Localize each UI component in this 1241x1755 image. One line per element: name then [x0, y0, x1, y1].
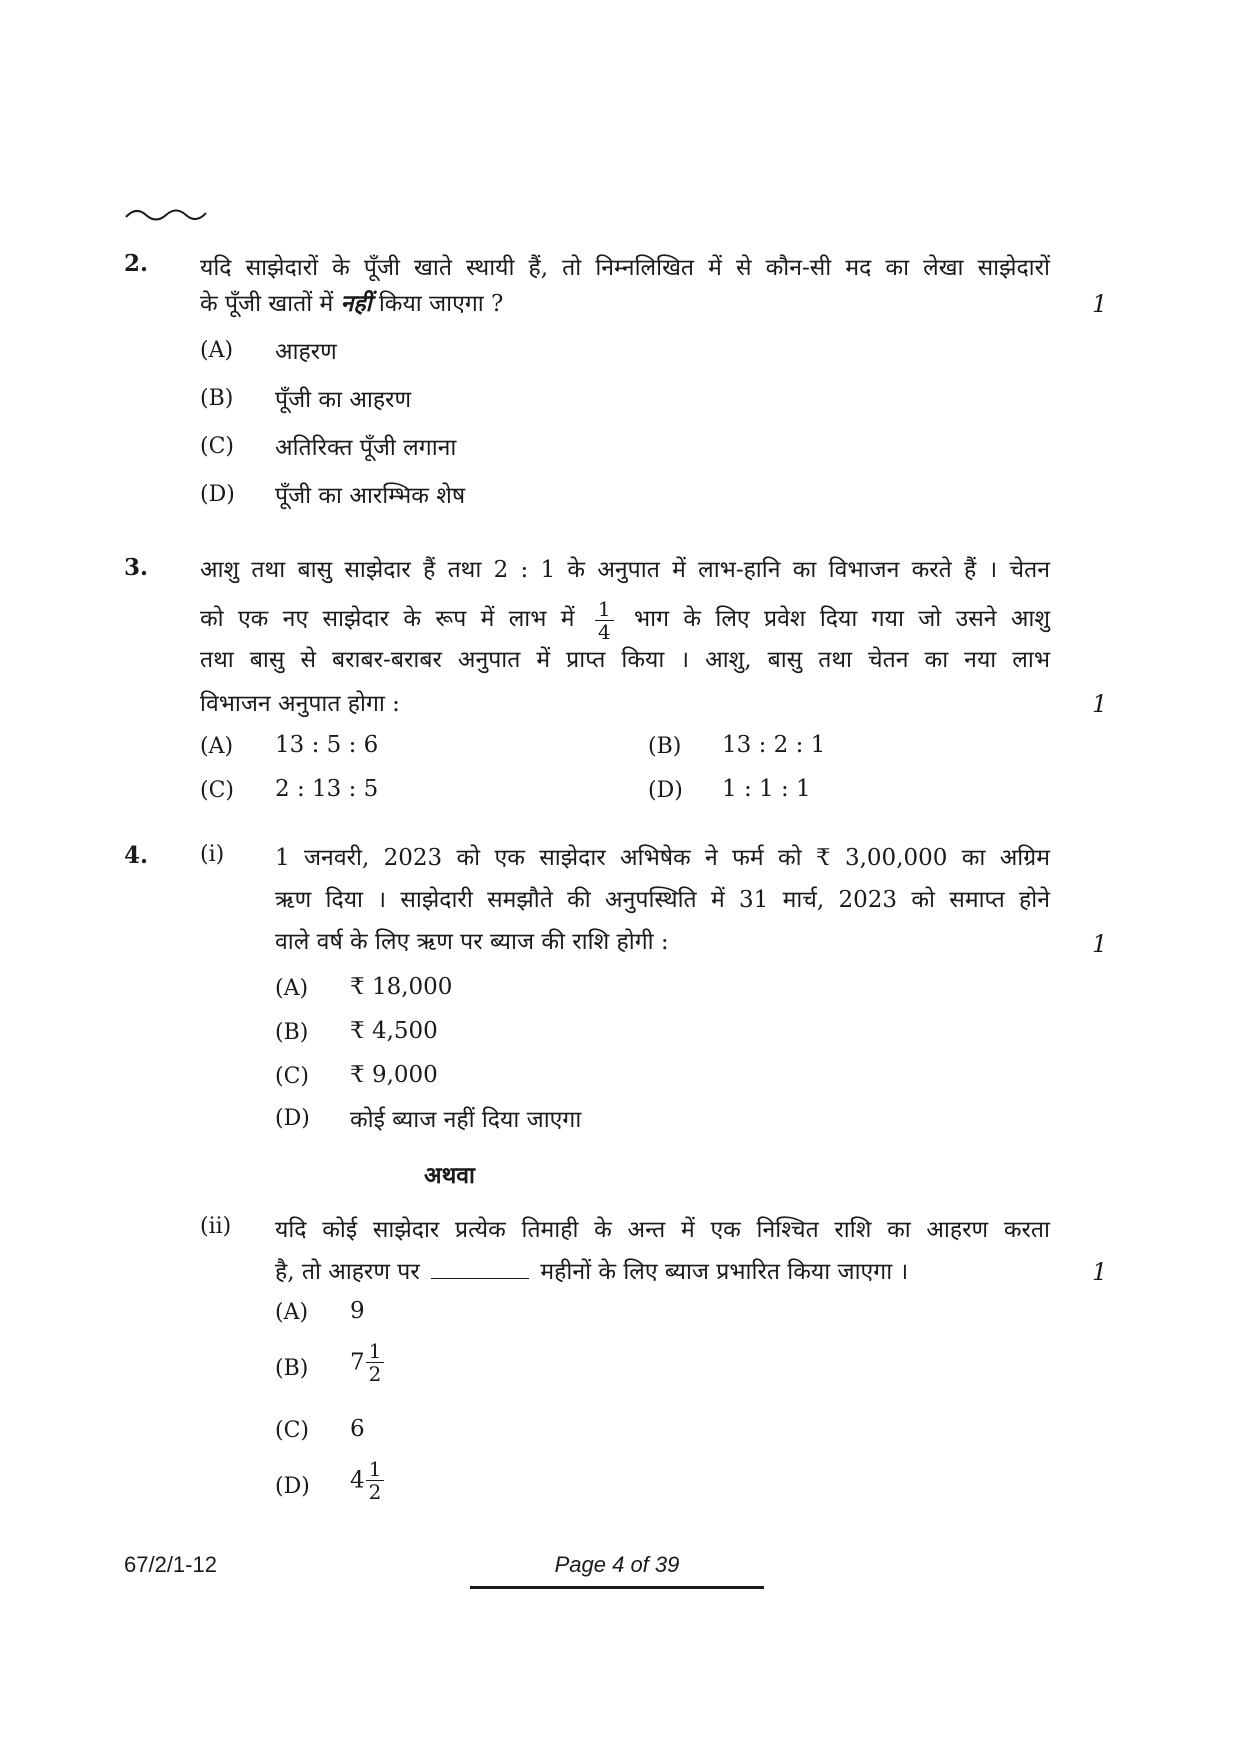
- q4-part2-line2-post: महीनों के लिए ब्याज प्रभारित किया जाएगा ।: [540, 1259, 909, 1285]
- q4-number: 4.: [124, 842, 149, 869]
- q2-number: 2.: [124, 250, 149, 277]
- q4-part1-line2: ऋण दिया । साझेदारी समझौते की अनुपस्थिति में 31 मार्च, 2023 को समाप्त होने: [275, 887, 1050, 913]
- or-separator: अथवा: [424, 1162, 476, 1189]
- q3-option-b-label: (B): [648, 734, 682, 759]
- q2-option-b-text: पूँजी का आहरण: [275, 387, 412, 413]
- q2-option-d-label: (D): [200, 482, 235, 507]
- q2-line2: [200, 282, 1050, 326]
- q3-option-a-label: (A): [200, 734, 234, 759]
- q3-option-c-text: 2 : 13 : 5: [275, 776, 379, 802]
- q4-part2-line1: यदि कोई साझेदार प्रत्येक तिमाही के अन्त में एक निश्चित राशि का आहरण करता: [275, 1217, 1050, 1243]
- q4-part1-option-d-text: कोई ब्याज नहीं दिया जाएगा: [350, 1107, 582, 1133]
- squiggle-mark: [124, 204, 210, 224]
- q3-option-a-text: 13 : 5 : 6: [275, 732, 379, 758]
- q2-option-c-label: (C): [200, 434, 234, 459]
- q4-part1-marks: 1: [1092, 930, 1108, 958]
- q4-part2-line2-pre: है, तो आहरण पर: [275, 1259, 420, 1285]
- q4-part1-option-b-label: (B): [275, 1020, 309, 1045]
- q4-part2-label: (ii): [200, 1214, 232, 1239]
- footer-rule: [470, 1586, 764, 1589]
- q3-line3: तथा बासु से बराबर-बराबर अनुपात में प्राप्त किया । आशु, बासु तथा चेतन का नया लाभ: [200, 647, 1050, 673]
- q2-option-b-label: (B): [200, 386, 234, 411]
- q2-option-d-text: पूँजी का आरम्भिक शेष: [275, 483, 466, 509]
- q3-line1: आशु तथा बासु साझेदार हैं तथा 2 : 1 के अनुपात में लाभ-हानि का विभाजन करते हैं । चेतन: [200, 557, 1050, 583]
- q4-part2-option-d-text: 4 $\frac{1}{2}$: [350, 1458, 390, 1503]
- q3-option-d-label: (D): [648, 778, 683, 803]
- q2-option-c-text: अतिरिक्त पूँजी लगाना: [275, 435, 457, 461]
- q3-line4: विभाजन अनुपात होगा :: [200, 691, 400, 717]
- q3-line2-post: भाग के लिए प्रवेश दिया गया जो उसने आशु: [633, 606, 1051, 632]
- q3-number: 3.: [124, 554, 149, 581]
- q4-part2-option-b-fraction: $\frac{1}{2}$: [366, 1340, 385, 1385]
- q3-marks: 1: [1092, 690, 1108, 718]
- q4-part2-option-a-label: (A): [275, 1300, 309, 1325]
- page-number: Page 4 of 39: [554, 1552, 680, 1577]
- q4-part2-marks: 1: [1092, 1258, 1108, 1286]
- q2-marks: 1: [1092, 290, 1108, 318]
- q4-part1-option-c-text: ₹ 9,000: [350, 1062, 438, 1088]
- q4-part2-line2: [275, 1250, 1050, 1294]
- q3-line2-pre: को एक नए साझेदार के रूप में लाभ में: [200, 606, 575, 632]
- fill-in-blank: [431, 1254, 529, 1279]
- q4-part1-line3: वाले वर्ष के लिए ऋण पर ब्याज की राशि होगी :: [275, 929, 669, 955]
- q4-part1-line1: 1 जनवरी, 2023 को एक साझेदार अभिषेक ने फर्म को ₹ 3,00,000 का अग्रिम: [275, 845, 1050, 871]
- q4-part2-option-c-text: 6: [350, 1416, 365, 1442]
- q4-part1-option-b-text: ₹ 4,500: [350, 1018, 438, 1044]
- q2-line2-post: किया जाएगा ?: [378, 291, 504, 317]
- paper-code: 67/2/1-12: [124, 1552, 217, 1577]
- q3-option-d-text: 1 : 1 : 1: [722, 776, 811, 802]
- q2-option-a-text: आहरण: [275, 339, 337, 365]
- q4-part2-option-d-fraction: $\frac{1}{2}$: [366, 1458, 385, 1503]
- q4-part1-option-a-label: (A): [275, 976, 309, 1001]
- q3-option-b-text: 13 : 2 : 1: [722, 732, 826, 758]
- q4-part2-option-b-text: 7 $\frac{1}{2}$: [350, 1340, 390, 1385]
- q4-part1-option-d-label: (D): [275, 1106, 310, 1131]
- q3-option-c-label: (C): [200, 778, 234, 803]
- q2-line1: यदि साझेदारों के पूँजी खाते स्थायी हैं, तो निम्नलिखित में से कौन-सी मद का लेखा साझेदारों: [200, 255, 1050, 281]
- q4-part2-option-a-text: 9: [350, 1298, 365, 1324]
- q4-part1-label: (i): [200, 842, 225, 867]
- q4-part2-option-b-label: (B): [275, 1356, 309, 1381]
- q3-fraction: $\frac{1}{4}$: [595, 598, 614, 643]
- q2-line2-pre: के पूँजी खातों में: [200, 291, 334, 317]
- q4-part1-option-a-text: ₹ 18,000: [350, 974, 453, 1000]
- q4-part2-option-d-label: (D): [275, 1474, 310, 1499]
- q2-emphasis: नहीं: [340, 290, 372, 317]
- q2-option-a-label: (A): [200, 338, 234, 363]
- q4-part2-option-c-label: (C): [275, 1418, 309, 1443]
- q4-part1-option-c-label: (C): [275, 1064, 309, 1089]
